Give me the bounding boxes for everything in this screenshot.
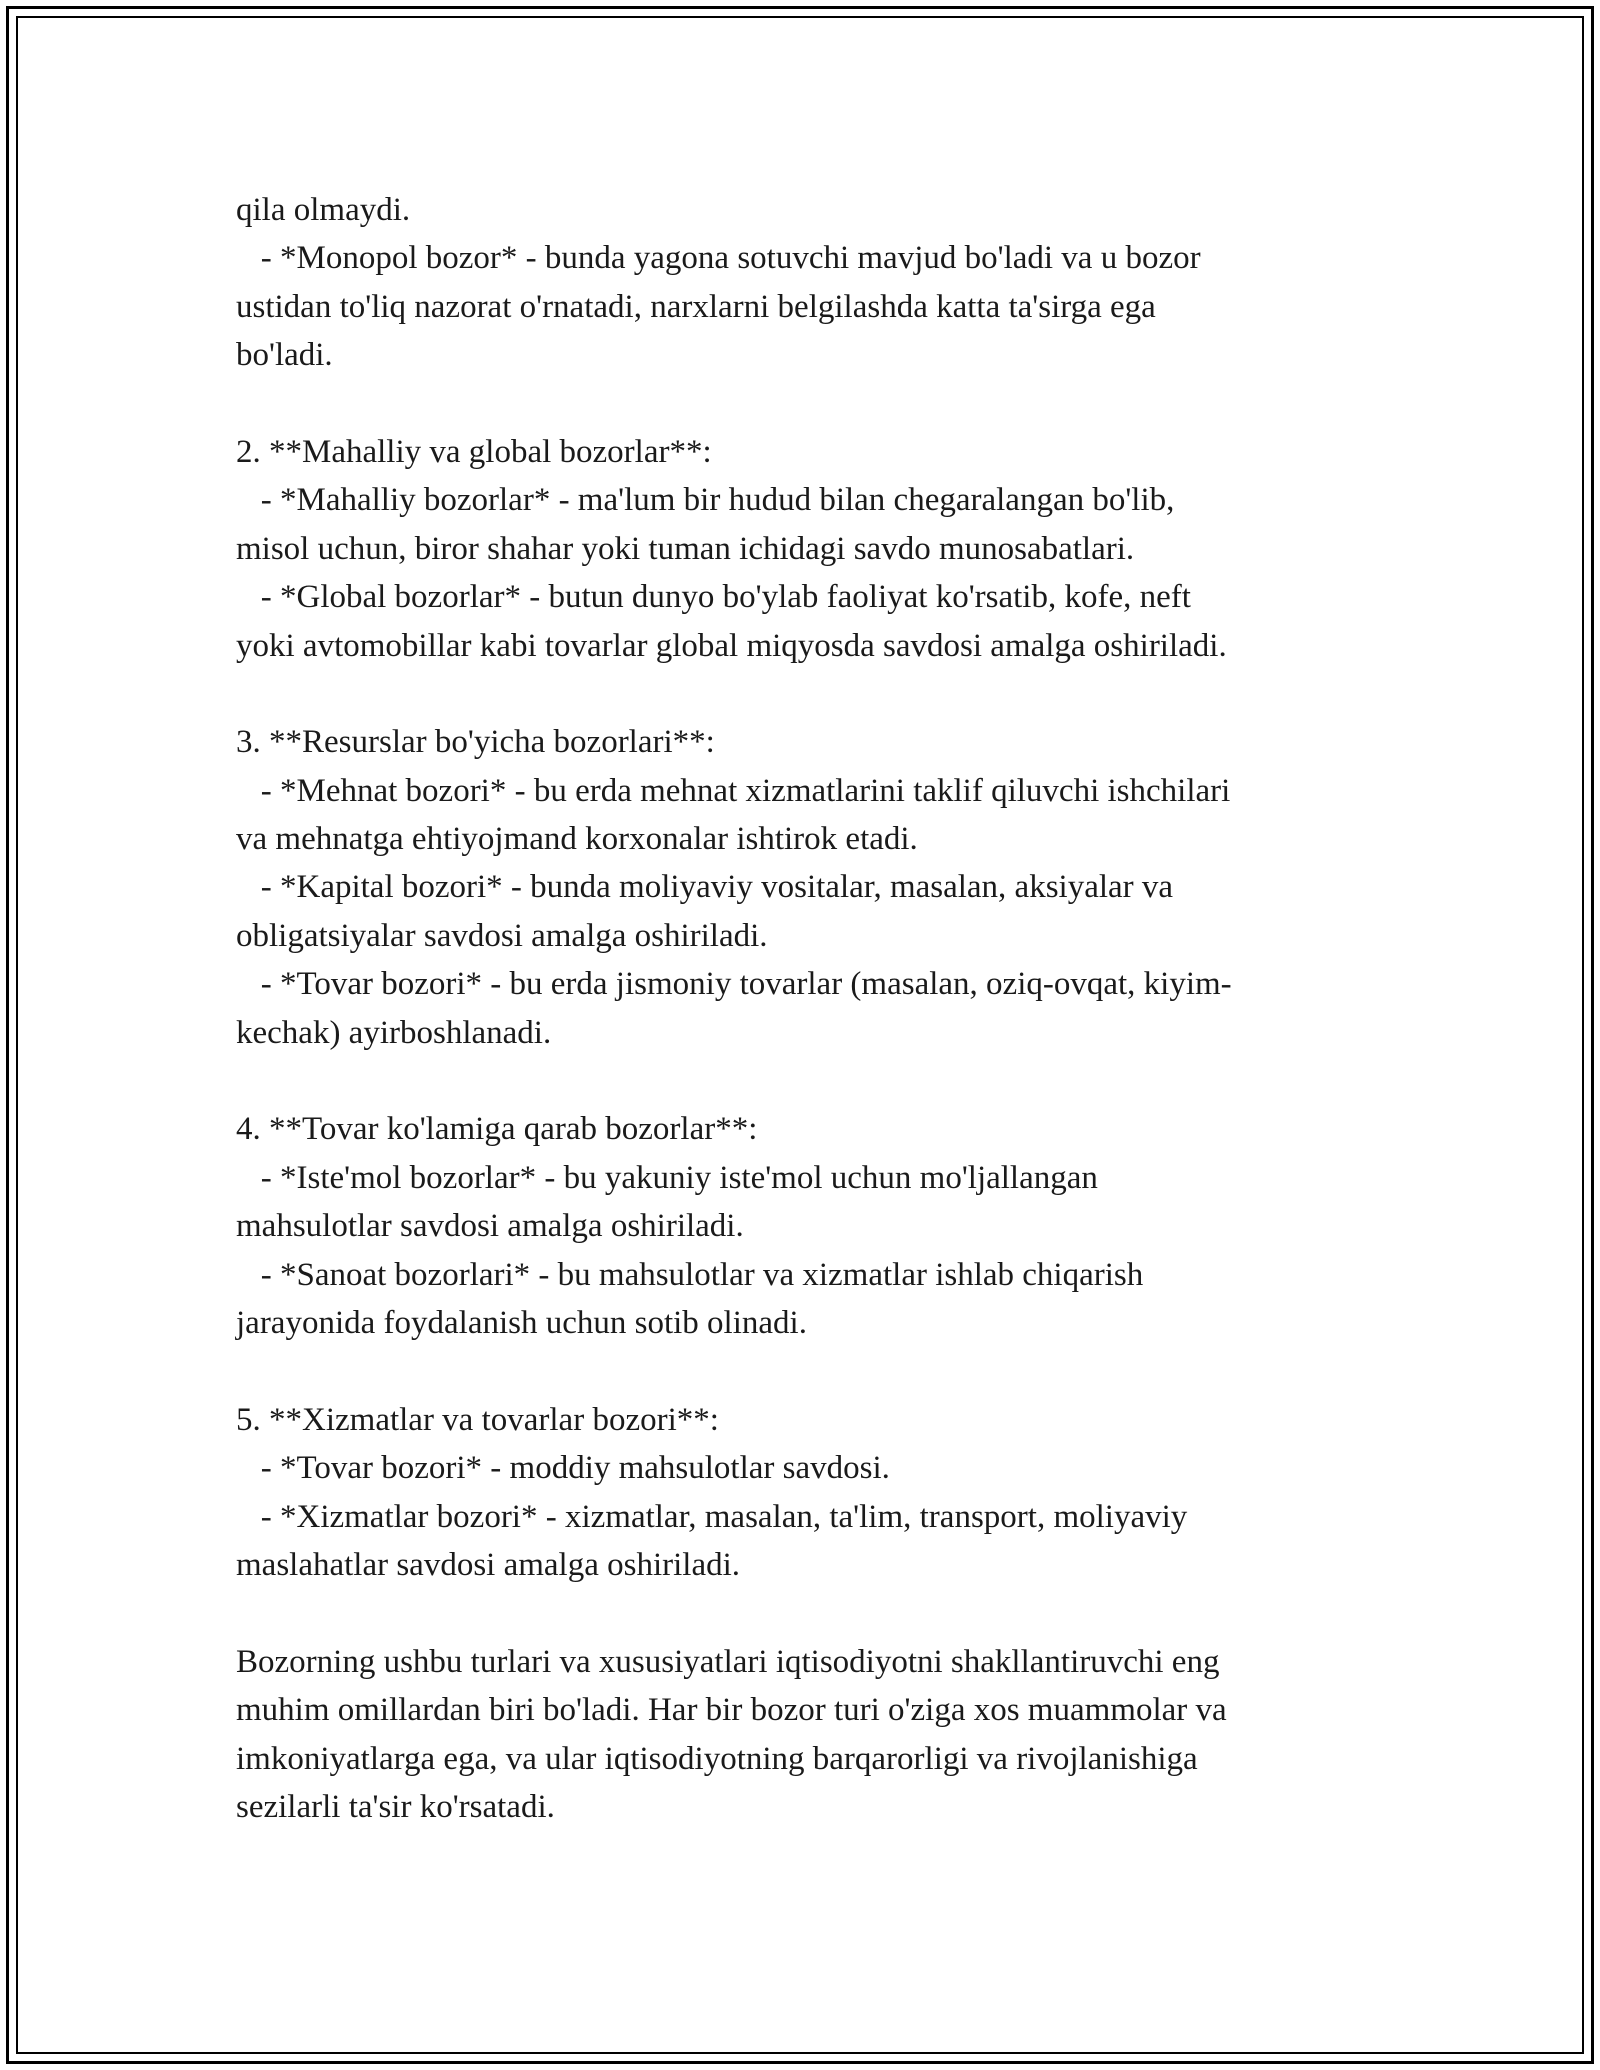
text-line: ustidan to'liq nazorat o'rnatadi, narxlarni belgilashda katta ta'sirga ega	[236, 288, 1156, 325]
text-line: misol uchun, biror shahar yoki tuman ichidagi savdo munosabatlari.	[236, 530, 1135, 567]
text-line: bo'ladi.	[236, 337, 333, 374]
conclusion-line: muhim omillardan biri bo'ladi. Har bir bozor turi o'ziga xos muammolar va	[236, 1692, 1227, 1729]
document-body	[236, 186, 1396, 1831]
section-heading: 5. **Xizmatlar va tovarlar bozori**:	[236, 1401, 719, 1438]
section-heading: 3. **Resurslar bo'yicha bozorlari**:	[236, 724, 715, 761]
blank-line	[236, 1589, 1396, 1637]
text-line: - *Xizmatlar bozori* - xizmatlar, masalan, ta'lim, transport, moliyaviy	[236, 1498, 1188, 1535]
text-line: - *Sanoat bozorlari* - bu mahsulotlar va xizmatlar ishlab chiqarish	[236, 1256, 1144, 1293]
text-line: va mehnatga ehtiyojmand korxonalar ishtirok etadi.	[236, 821, 918, 858]
section-heading: 2. **Mahalliy va global bozorlar**:	[236, 433, 712, 470]
blank-line	[236, 1057, 1396, 1105]
text-line: maslahatlar savdosi amalga oshiriladi.	[236, 1546, 741, 1583]
text-line: qila olmaydi.	[236, 192, 411, 228]
blank-line	[236, 380, 1396, 428]
text-line: - *Tovar bozori* - moddiy mahsulotlar savdosi.	[236, 1450, 890, 1487]
blank-line	[236, 1347, 1396, 1395]
text-line: jarayonida foydalanish uchun sotib olinadi.	[236, 1304, 807, 1341]
conclusion-line: imkoniyatlarga ega, va ular iqtisodiyotning barqarorligi va rivojlanishiga	[236, 1740, 1198, 1777]
text-line: yoki avtomobillar kabi tovarlar global miqyosda savdosi amalga oshiriladi.	[236, 627, 1227, 664]
section-heading: 4. **Tovar ko'lamiga qarab bozorlar**:	[236, 1111, 758, 1148]
text-line: - *Monopol bozor* - bunda yagona sotuvchi mavjud bo'ladi va u bozor	[236, 240, 1201, 277]
text-line: - *Iste'mol bozorlar* - bu yakuniy iste'mol uchun mo'ljallangan	[236, 1159, 1098, 1196]
text-line: - *Mahalliy bozorlar* - ma'lum bir hudud bilan chegaralangan bo'lib,	[236, 482, 1175, 519]
conclusion-line: Bozorning ushbu turlari va xususiyatlari iqtisodiyotni shakllantiruvchi eng	[236, 1643, 1220, 1680]
text-line: mahsulotlar savdosi amalga oshiriladi.	[236, 1208, 744, 1245]
blank-line	[236, 670, 1396, 718]
text-line: - *Tovar bozori* - bu erda jismoniy tovarlar (masalan, oziq-ovqat, kiyim-	[236, 966, 1232, 1003]
text-line: - *Kapital bozori* - bunda moliyaviy vositalar, masalan, aksiyalar va	[236, 869, 1174, 906]
text-line: - *Global bozorlar* - butun dunyo bo'ylab faoliyat ko'rsatib, kofe, neft	[236, 579, 1191, 616]
conclusion-line: sezilarli ta'sir ko'rsatadi.	[236, 1788, 555, 1825]
text-line: obligatsiyalar savdosi amalga oshiriladi.	[236, 917, 768, 954]
text-line: - *Mehnat bozori* - bu erda mehnat xizmatlarini taklif qiluvchi ishchilari	[236, 772, 1231, 809]
text-line: kechak) ayirboshlanadi.	[236, 1014, 552, 1051]
